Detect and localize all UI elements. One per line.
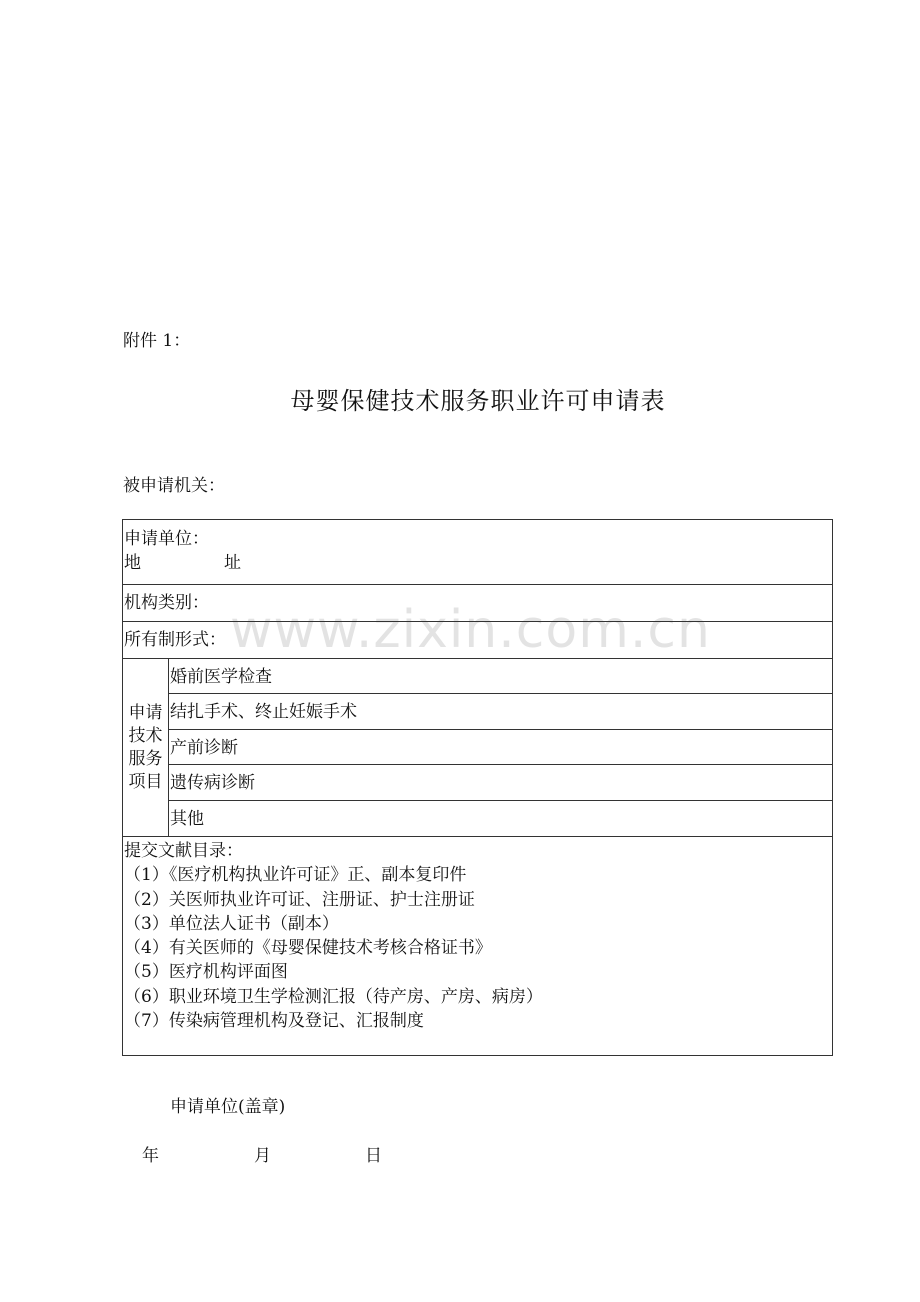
category-label: 机构类别： [124, 593, 209, 613]
authority-label: 被申请机关： [123, 476, 225, 496]
watermark: www.zixin.com.cn [230, 600, 711, 660]
documents-row [123, 837, 832, 1055]
document-item: （7）传染病管理机构及登记、汇报制度 [124, 1011, 424, 1032]
date-month-label: 月 [254, 1146, 271, 1166]
address-label [124, 551, 832, 575]
service-item-premarital-exam: 婚前医学检查 [169, 659, 832, 694]
seal-label: 申请单位(盖章) [170, 1097, 286, 1117]
service-item-ligation-termination: 结扎手术、终止妊娠手术 [169, 694, 832, 729]
document-item: （5）医疗机构评面图 [124, 962, 288, 983]
document-item: （6）职业环境卫生学检测汇报（待产房、产房、病房） [124, 986, 543, 1007]
date-year-label: 年 [142, 1146, 159, 1166]
service-item-genetic-diagnosis: 遗传病诊断 [169, 765, 832, 800]
address-label-a: 地 [124, 553, 141, 573]
date-day-label: 日 [365, 1146, 382, 1166]
application-form-table [122, 519, 833, 1056]
document-item: （2）关医师执业许可证、注册证、护士注册证 [124, 889, 475, 910]
services-list [169, 659, 832, 836]
service-item-prenatal-diagnosis: 产前诊断 [169, 730, 832, 765]
document-item: （1）《医疗机构执业许可证》正、副本复印件 [124, 865, 467, 886]
attachment-label: 附件 1： [123, 331, 191, 351]
category-row [123, 585, 832, 622]
address-label-b: 址 [224, 553, 241, 573]
ownership-row [123, 622, 832, 659]
document-item: （4）有关医师的《母婴保健技术考核合格证书》 [124, 938, 492, 959]
applicant-row [123, 520, 832, 585]
services-label: 申请技术服务项目 [123, 659, 169, 836]
page-title: 母婴保健技术服务职业许可申请表 [290, 387, 666, 415]
applicant-label: 申请单位： [124, 529, 209, 549]
services-row [123, 659, 832, 837]
documents-title: 提交文献目录： [124, 841, 243, 861]
service-item-other: 其他 [170, 808, 204, 829]
document-item: （3）单位法人证书（副本） [124, 913, 339, 934]
ownership-label: 所有制形式： [124, 630, 226, 650]
